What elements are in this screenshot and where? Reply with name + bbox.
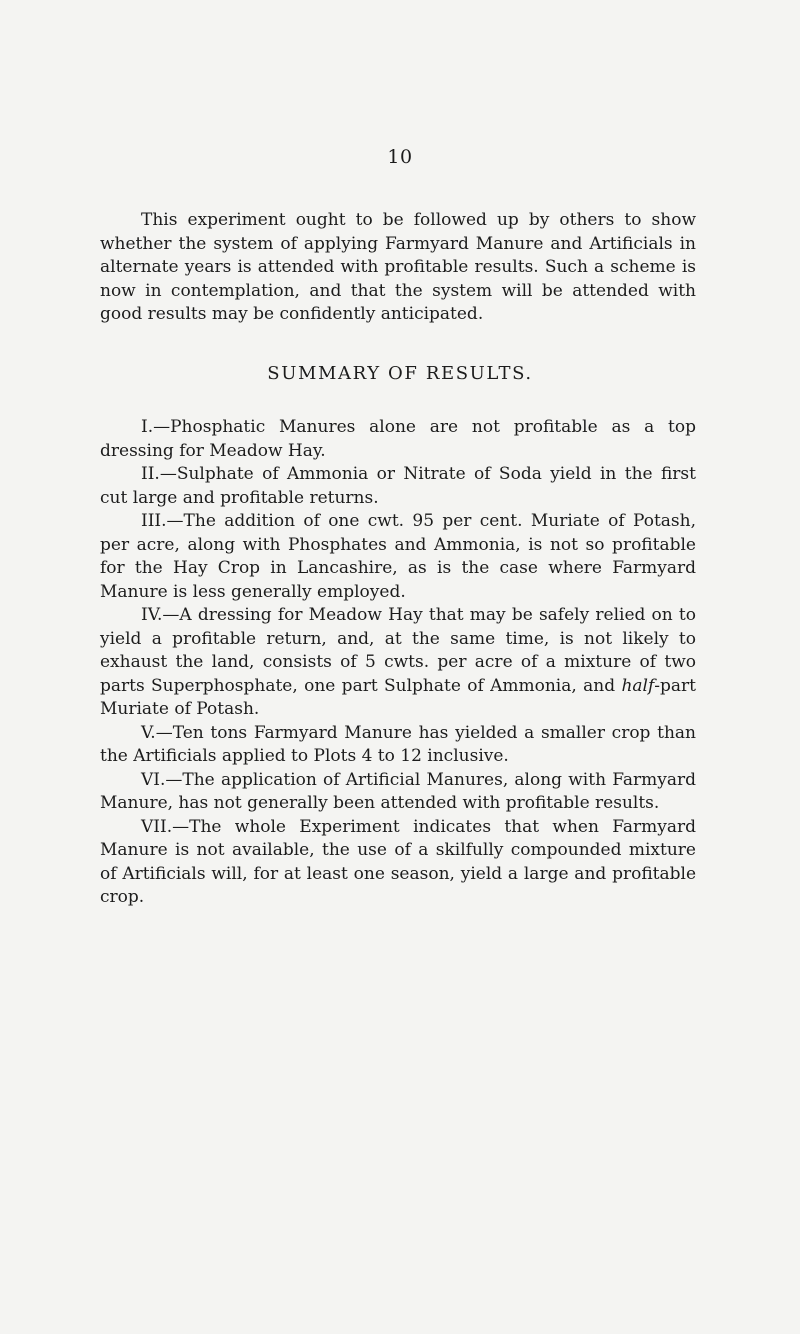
summary-item: I.—Phosphatic Manures alone are not profitable as a top dressing for Meadow Hay. [100,417,696,461]
summary-item: VII.—The whole Experiment indicates that when Farmyard Manure is not available, the use of a skilfully compounded mixture of Artificials will, for at least one season, yield a large and profitable crop. [100,816,696,907]
summary-item [100,604,696,722]
summary-item-text: -part Muriate of Potash. [100,675,696,719]
summary-item: V.—Ten tons Farmyard Manure has yielded a smaller crop than the Artificials applied to Plots 4 to 12 inclusive. [100,722,696,766]
summary-item-text: IV.—A dressing for Meadow Hay that may be safely relied on to yield a profitable return, and, at the same time, is not likely to exhaust the land, consists of 5 cwts. per acre of a mixture of two parts Superphosphate, one part Sulphate of Ammonia, and [100,605,696,696]
summary-item-emphasis: half [621,675,655,696]
intro-paragraph: This experiment ought to be followed up by others to show whether the system of applying Farmyard Manure and Artificials in alternate years is attended with profitable results. Such a scheme is now in contemplation, and that the system will be attended with good results may be confidently anticipated. [100,210,696,324]
summary-item: II.—Sulphate of Ammonia or Nitrate of Soda yield in the first cut large and profitable returns. [100,464,696,508]
summary-item: VI.—The application of Artificial Manures, along with Farmyard Manure, has not generally been attended with profitable results. [100,769,696,813]
summary-list [100,416,696,910]
page-number: 10 [387,146,413,168]
summary-item: III.—The addition of one cwt. 95 per cent. Muriate of Potash, per acre, along with Phosphates and Ammonia, is not so profitable for the Hay Crop in Lancashire, as is the case where Farmyard Manure is less generally employed. [100,511,696,602]
summary-heading: SUMMARY OF RESULTS. [267,363,533,384]
intro-section [100,209,696,327]
